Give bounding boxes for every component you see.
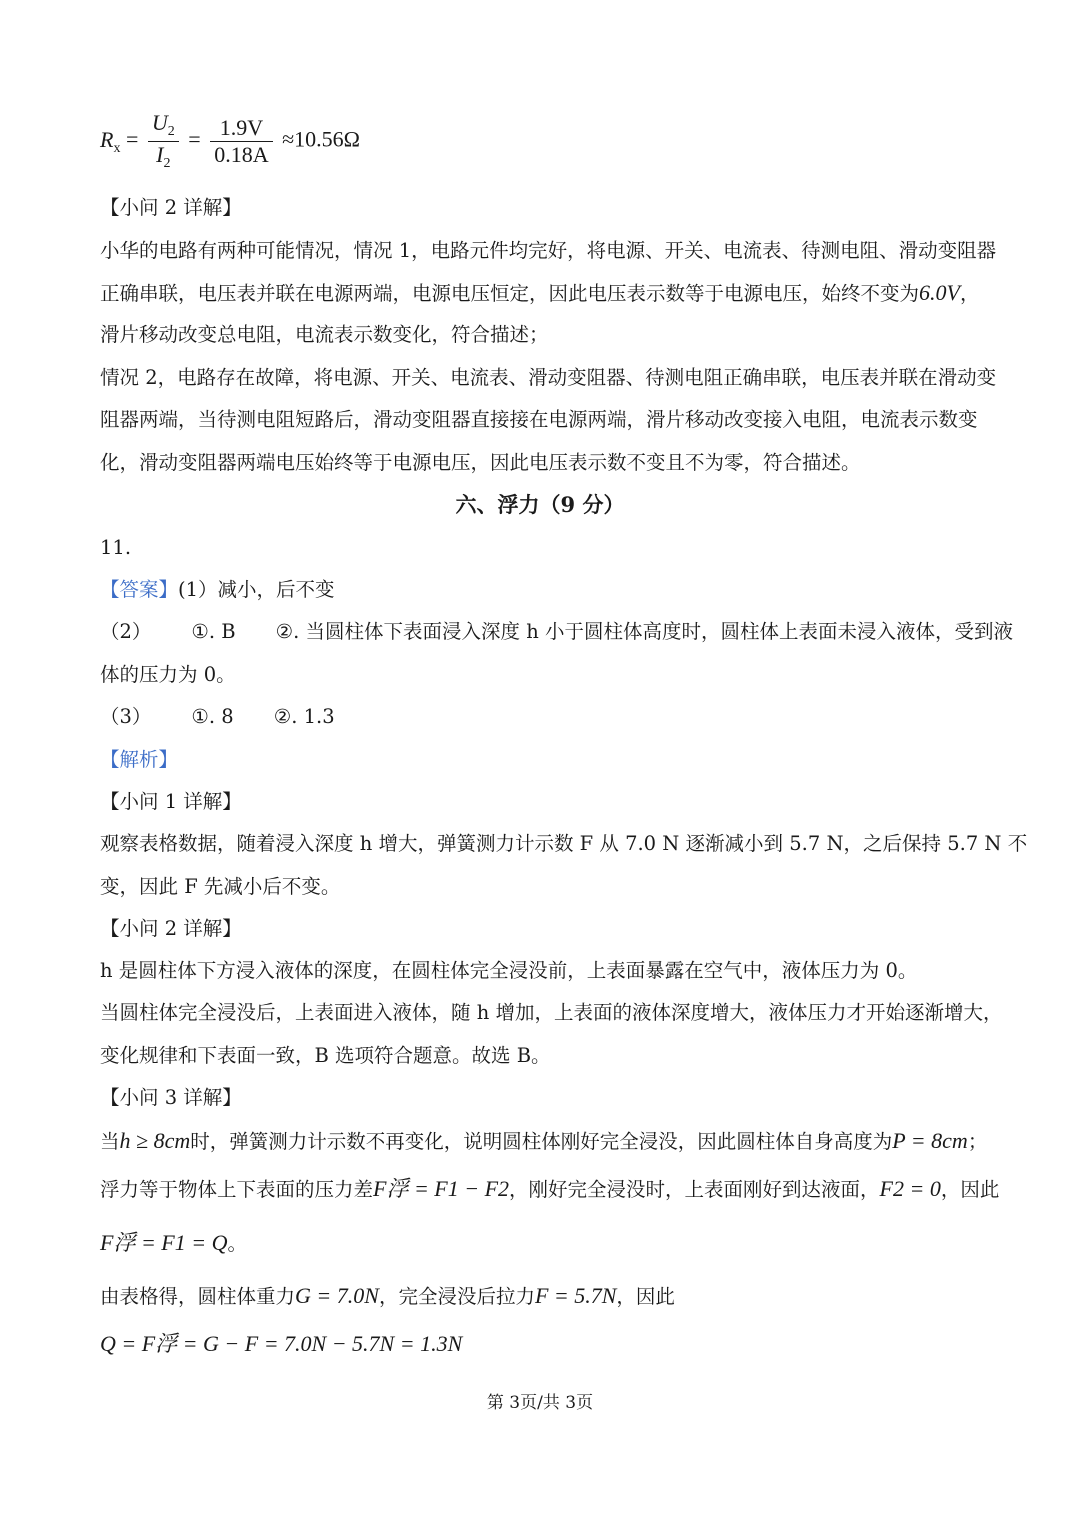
q2-title: 【小问 2 详解】 [100, 196, 242, 219]
formula-f-equals-q: F浮 = F1 = Q [100, 1230, 228, 1255]
sub3-para-3: F浮 = F1 = Q。 [100, 1230, 247, 1255]
question-number: 11. [100, 536, 132, 559]
answer-line-3: （3） ①. 8 ②. 1.3 [100, 705, 335, 728]
rx-symbol: $R_x$ [100, 126, 121, 156]
formula-g: G = 7.0N [295, 1283, 379, 1308]
sub2-para-1: h 是圆柱体下方浸入液体的深度，在圆柱体完全浸没前，上表面暴露在空气中，液体压力为 0。 [100, 959, 918, 982]
answer-line-1: 【答案】(1）减小，后不变 [100, 578, 335, 601]
formula-h: h ≥ 8cm [119, 1128, 191, 1153]
formula-f2: F2 = 0 [879, 1176, 941, 1201]
formula-buoyancy: F浮 = F1 − F2 [373, 1176, 510, 1201]
answer-line-2-cont: 体的压力为 0。 [100, 663, 236, 686]
formula-q-result: Q = F浮 = G − F = 7.0N − 5.7N = 1.3N [100, 1331, 463, 1356]
fraction-values: $\frac{1.9V}{0.18A}$ [210, 117, 272, 166]
page-footer: 第 3页/共 3页 [486, 1393, 594, 1413]
q2-para-3: 滑片移动改变总电阻，电流表示数变化，符合描述； [100, 323, 549, 346]
formula-p: P = 8cm [892, 1128, 968, 1153]
sub1-para-2: 变，因此 F 先减小后不变。 [100, 875, 341, 898]
sub3-para-4: 由表格得，圆柱体重力G = 7.0N，完全浸没后拉力F = 5.7N，因此 [100, 1283, 675, 1308]
formula-f: F = 5.7N [534, 1283, 617, 1308]
q2-para-5: 阻器两端，当待测电阻短路后，滑动变阻器直接接在电源两端，滑片移动改变接入电阻，电流表示数变 [100, 408, 978, 431]
answer-label: 【答案】 [100, 578, 179, 601]
q2-para-1: 小华的电路有两种可能情况，情况 1，电路元件均完好，将电源、开关、电流表、待测电阻、滑动变阻器 [100, 239, 997, 262]
voltage-value: 6.0V [919, 280, 960, 305]
sub3-title: 【小问 3 详解】 [100, 1086, 242, 1109]
sub2-para-2: 当圆柱体完全浸没后，上表面进入液体，随 h 增加，上表面的液体深度增大，液体压力才开始逐渐增大， [100, 1001, 1003, 1024]
sub1-title: 【小问 1 详解】 [100, 790, 242, 813]
q2-para-2: 正确串联，电压表并联在电源两端，电源电压恒定，因此电压表示数等于电源电压，始终不变为6.0V， [100, 280, 980, 305]
q2-para-4: 情况 2，电路存在故障，将电源、开关、电流表、滑动变阻器、待测电阻正确串联，电压表并联在滑动变 [100, 366, 997, 389]
sub2-para-3: 变化规律和下表面一致，B 选项符合题意。故选 B。 [100, 1044, 551, 1067]
sub1-para-1: 观察表格数据，随着浸入深度 h 增大，弹簧测力计示数 F 从 7.0 N 逐渐减小到 5.7 N，之后保持 5.7 N 不 [100, 832, 1028, 855]
section-heading: 六、浮力（9 分） [455, 492, 625, 517]
analysis-label: 【解析】 [100, 748, 179, 771]
answer-line-2: （2） ①. B ②. 当圆柱体下表面浸入深度 h 小于圆柱体高度时，圆柱体上表面未浸入液体，受到液 [100, 620, 1013, 643]
rx-result: ≈10.56Ω [282, 126, 361, 152]
sub3-para-1: 当h ≥ 8cm时，弹簧测力计示数不再变化，说明圆柱体刚好完全浸没，因此圆柱体自身高度为P = 8cm； [100, 1128, 988, 1153]
sub2-title: 【小问 2 详解】 [100, 917, 242, 940]
formula-rx: $R_x$ = $\frac{U_2}{I_2}$ = $\frac{1.9V}{0.18A}$ ≈10.56Ω [100, 110, 361, 171]
sub3-para-2: 浮力等于物体上下表面的压力差F浮 = F1 − F2，刚好完全浸没时，上表面刚好到达液面，F2 = 0，因此 [100, 1176, 1000, 1201]
q2-para-6: 化，滑动变阻器两端电压始终等于电源电压，因此电压表示数不变且不为零，符合描述。 [100, 451, 861, 474]
fraction-u-over-i: $\frac{U_2}{I_2}$ [148, 112, 179, 171]
